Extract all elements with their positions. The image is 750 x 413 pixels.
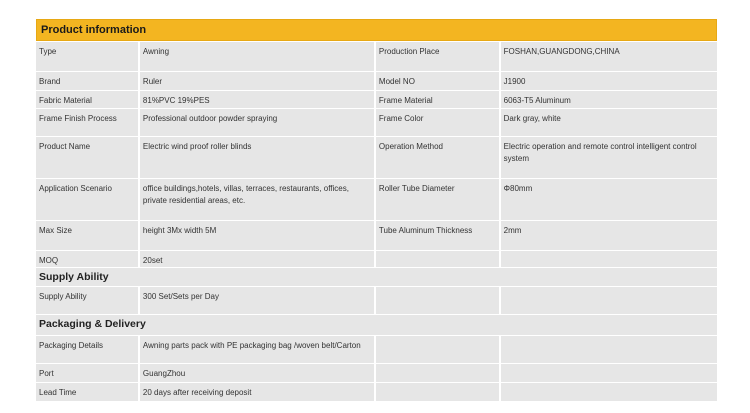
packaging-section-title: Packaging & Delivery — [36, 315, 717, 335]
table-row — [36, 179, 717, 220]
section-row — [36, 268, 717, 286]
spec-value: Electric wind proof roller blinds — [140, 137, 374, 178]
table-row — [36, 251, 717, 267]
spec-value: 81%PVC 19%PES — [140, 91, 374, 108]
table-row — [36, 221, 717, 250]
spec-label: Brand — [36, 72, 138, 90]
section-row — [36, 315, 717, 335]
spec-label: Frame Material — [376, 91, 499, 108]
spec-label: Port — [36, 364, 138, 382]
spec-value: Professional outdoor powder spraying — [140, 109, 374, 136]
spec-label: Frame Color — [376, 109, 499, 136]
spec-value: 6063-T5 Aluminum — [501, 91, 717, 108]
table-row — [36, 72, 717, 90]
spec-value: Φ80mm — [501, 179, 717, 220]
spec-value: 20 days after receiving deposit — [140, 383, 374, 401]
table-row — [36, 383, 717, 401]
table-row — [36, 109, 717, 136]
spec-value — [501, 336, 717, 363]
spec-value: Awning — [140, 42, 374, 71]
spec-label: Frame Finish Process — [36, 109, 138, 136]
spec-label: Fabric Material — [36, 91, 138, 108]
spec-label: Production Place — [376, 42, 499, 71]
spec-value — [501, 383, 717, 401]
spec-label: Product Name — [36, 137, 138, 178]
spec-label — [376, 251, 499, 267]
table-row — [36, 137, 717, 178]
spec-label — [376, 383, 499, 401]
spec-value: 300 Set/Sets per Day — [140, 287, 374, 314]
spec-label — [376, 336, 499, 363]
spec-table — [34, 41, 719, 402]
table-row — [36, 42, 717, 71]
spec-sheet — [36, 19, 717, 402]
spec-value: GuangZhou — [140, 364, 374, 382]
spec-label: Tube Aluminum Thickness — [376, 221, 499, 250]
spec-label: Supply Ability — [36, 287, 138, 314]
spec-label: Application Scenario — [36, 179, 138, 220]
spec-value — [501, 364, 717, 382]
table-row — [36, 336, 717, 363]
spec-value: height 3Mx width 5M — [140, 221, 374, 250]
spec-label: Model NO — [376, 72, 499, 90]
spec-value: Awning parts pack with PE packaging bag /woven belt/Carton — [140, 336, 374, 363]
spec-label: Roller Tube Diameter — [376, 179, 499, 220]
spec-value: 2mm — [501, 221, 717, 250]
spec-value — [501, 287, 717, 314]
spec-label: Operation Method — [376, 137, 499, 178]
spec-value: 20set — [140, 251, 374, 267]
spec-label: Lead Time — [36, 383, 138, 401]
table-row — [36, 287, 717, 314]
spec-label: Packaging Details — [36, 336, 138, 363]
spec-label: MOQ — [36, 251, 138, 267]
product-info-header: Product information — [36, 19, 717, 41]
spec-label — [376, 364, 499, 382]
spec-value — [501, 251, 717, 267]
spec-value: Ruler — [140, 72, 374, 90]
spec-value: office buildings,hotels, villas, terraces, restaurants, offices, private residential areas, etc. — [140, 179, 374, 220]
spec-label — [376, 287, 499, 314]
spec-label: Max Size — [36, 221, 138, 250]
spec-value: FOSHAN,GUANGDONG,CHINA — [501, 42, 717, 71]
table-row — [36, 91, 717, 108]
spec-value: Electric operation and remote control intelligent control system — [501, 137, 717, 178]
spec-label: Type — [36, 42, 138, 71]
spec-value: J1900 — [501, 72, 717, 90]
table-row — [36, 364, 717, 382]
spec-value: Dark gray, white — [501, 109, 717, 136]
supply-section-title: Supply Ability — [36, 268, 717, 286]
